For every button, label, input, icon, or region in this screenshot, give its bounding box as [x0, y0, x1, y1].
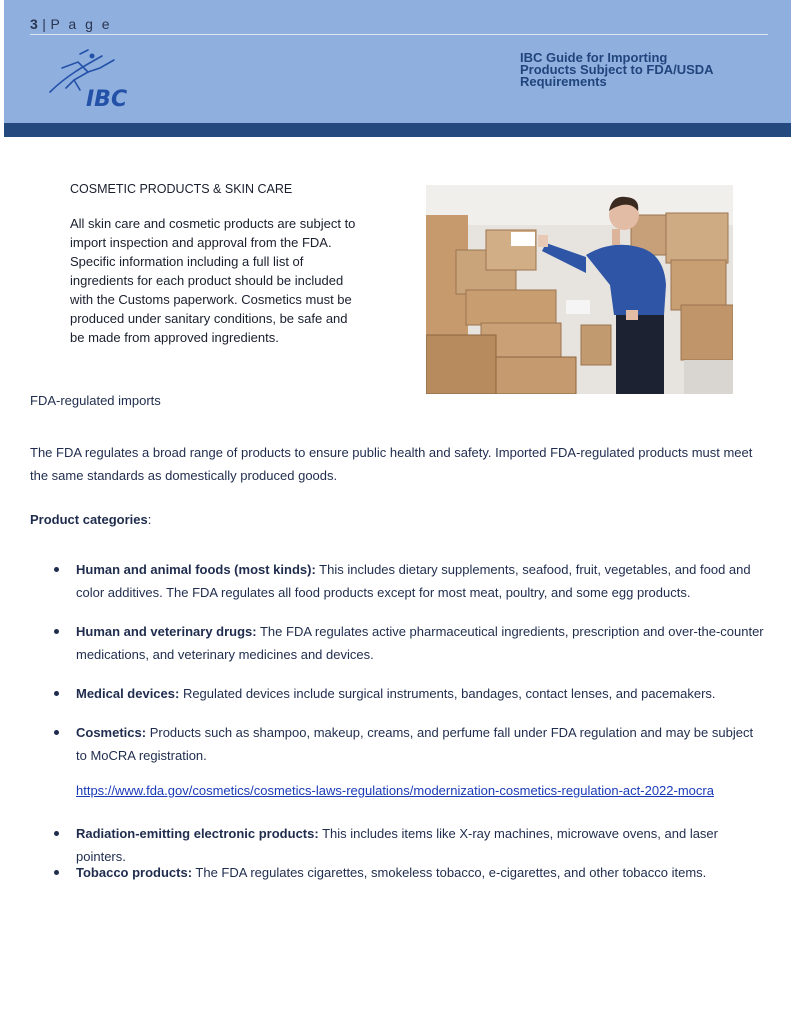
fda-paragraph: The FDA regulates a broad range of products to ensure public health and safety. Imported FDA-regulated products must meet the same standards as domestically produced goods. — [30, 445, 753, 483]
ibc-logo — [44, 48, 140, 112]
header-bar — [4, 123, 791, 137]
document-title: IBC Guide for Importing Products Subject to FDA/USDA Requirements — [520, 50, 714, 89]
list-item: Tobacco products: The FDA regulates cigarettes, smokeless tobacco, e-cigarettes, and other tobacco items. — [76, 861, 766, 884]
intro-paragraph: All skin care and cosmetic products are subject to import inspection and approval from the FDA. Specific information including a full list of ingredients for each product should be included with the Customs paperwork. Cosmetics must be produced under sanitary conditions, be safe and be made from approved ingredients. — [70, 216, 356, 345]
list-item: Radiation-emitting electronic products: This includes items like X-ray machines, microwave ovens, and laser pointers. — [76, 822, 766, 868]
list-item: Cosmetics: Products such as shampoo, makeup, creams, and perfume fall under FDA regulation and may be subject to MoCRA registration. — [76, 721, 766, 767]
mocra-link[interactable]: https://www.fda.gov/cosmetics/cosmetics-laws-regulations/modernization-cosmetics-regulation-act-2022-mocra — [76, 783, 714, 798]
categories-label: Product categories: — [30, 512, 152, 527]
fda-subhead: FDA-regulated imports — [30, 393, 161, 408]
svg-text:IBC: IBC — [86, 87, 128, 112]
list-item: Human and animal foods (most kinds): This includes dietary supplements, seafood, fruit, vegetables, and food and color additives. The FDA regulates all food products except for most meat, poultry, and some egg products. — [76, 558, 766, 604]
list-item: Medical devices: Regulated devices include surgical instruments, bandages, contact lenses, and pacemakers. — [76, 682, 766, 705]
list-item: Human and veterinary drugs: The FDA regulates active pharmaceutical ingredients, prescription and over-the-counter medications, and veterinary medicines and devices. — [76, 620, 766, 666]
section-title: COSMETIC PRODUCTS & SKIN CARE — [70, 182, 293, 196]
page-number: 3 | P a g e — [30, 16, 113, 32]
header-rule — [30, 34, 768, 35]
warehouse-worker-photo — [426, 185, 733, 394]
